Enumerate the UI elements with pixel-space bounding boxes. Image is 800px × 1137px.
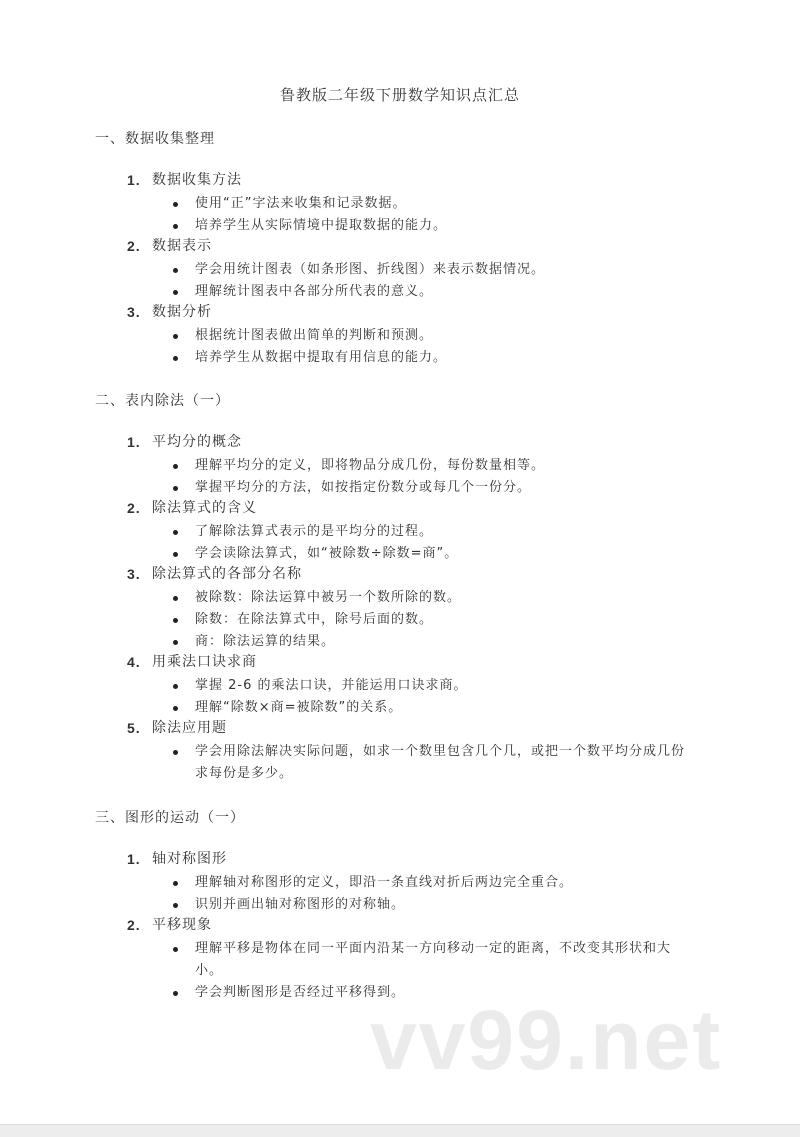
bullet-text: 学会读除法算式，如“被除数÷除数=商”。	[195, 546, 459, 561]
bullet-item	[95, 894, 695, 916]
bullet-text: 学会判断图形是否经过平移得到。	[195, 985, 406, 1000]
bullet-text: 理解统计图表中各部分所代表的意义。	[195, 284, 434, 299]
topic-number: 1.	[127, 851, 141, 867]
bullet-dot-icon	[173, 903, 178, 908]
bullet-dot-icon	[173, 947, 178, 952]
topic-heading	[95, 237, 715, 259]
topic-title: 平移现象	[152, 917, 212, 933]
bullet-item	[95, 259, 695, 281]
topic-number: 3.	[127, 304, 141, 320]
bullet-item	[95, 455, 695, 477]
bullet-text: 商：除法运算的结果。	[195, 634, 336, 649]
topic-title: 用乘法口诀求商	[152, 654, 257, 670]
bullet-item	[95, 347, 695, 369]
topic-item	[95, 237, 715, 303]
topic-heading	[95, 303, 715, 325]
section-shape-motion	[95, 810, 715, 1004]
bullet-text: 理解轴对称图形的定义，即沿一条直线对折后两边完全重合。	[195, 875, 574, 890]
bullet-item	[95, 281, 695, 303]
topic-title: 数据分析	[152, 304, 212, 320]
topic-number: 3.	[127, 566, 141, 582]
section-heading: 一、数据收集整理	[95, 131, 215, 147]
topic-title: 除法应用题	[152, 720, 227, 736]
bullet-dot-icon	[173, 224, 178, 229]
bullet-text: 学会用除法解决实际问题，如求一个数里包含几个几，或把一个数平均分成几份求每份是多少。	[195, 744, 686, 781]
section-heading: 二、表内除法（一）	[95, 393, 230, 409]
topic-heading	[95, 719, 715, 741]
topic-number: 1.	[127, 434, 141, 450]
bullet-dot-icon	[173, 991, 178, 996]
topic-item	[95, 565, 715, 653]
bullet-text: 学会用统计图表（如条形图、折线图）来表示数据情况。	[195, 262, 546, 277]
watermark: vv99.net	[370, 993, 723, 1087]
topic-heading	[95, 499, 715, 521]
bullet-item	[95, 215, 695, 237]
bullet-dot-icon	[173, 881, 178, 886]
bullet-dot-icon	[173, 530, 178, 535]
bullet-item	[95, 521, 695, 543]
topic-title: 除法算式的各部分名称	[152, 566, 302, 582]
topic-number: 2.	[127, 238, 141, 254]
bullet-text: 掌握平均分的方法，如按指定份数分或每几个一份分。	[195, 480, 532, 495]
page-bottom-border	[0, 1124, 800, 1137]
topic-item	[95, 303, 715, 369]
bullet-item	[95, 938, 690, 982]
topic-heading	[95, 565, 715, 587]
topic-heading	[95, 433, 715, 455]
topic-heading	[95, 916, 715, 938]
bullet-item	[95, 193, 695, 215]
bullet-text: 根据统计图表做出简单的判断和预测。	[195, 328, 434, 343]
topic-number: 2.	[127, 500, 141, 516]
bullet-item	[95, 587, 695, 609]
bullet-item	[95, 477, 695, 499]
bullet-dot-icon	[173, 640, 178, 645]
bullet-dot-icon	[173, 552, 178, 557]
topic-item	[95, 719, 715, 785]
topic-heading	[95, 850, 715, 872]
topic-item	[95, 499, 715, 565]
section-heading: 三、图形的运动（一）	[95, 810, 245, 826]
bullet-item	[95, 631, 695, 653]
bullet-text: 掌握 2-6 的乘法口诀，并能运用口诀求商。	[195, 678, 468, 693]
topic-number: 5.	[127, 720, 141, 736]
bullet-dot-icon	[173, 486, 178, 491]
topic-item	[95, 850, 715, 916]
topic-number: 1.	[127, 172, 141, 188]
topic-item	[95, 653, 715, 719]
bullet-item	[95, 609, 695, 631]
bullet-dot-icon	[173, 290, 178, 295]
bullet-text: 使用“正”字法来收集和记录数据。	[195, 196, 407, 211]
bullet-text: 理解“除数×商=被除数”的关系。	[195, 700, 403, 715]
bullet-dot-icon	[173, 618, 178, 623]
bullet-dot-icon	[173, 706, 178, 711]
topic-item	[95, 171, 715, 237]
bullet-dot-icon	[173, 684, 178, 689]
bullet-item	[95, 325, 695, 347]
bullet-item	[95, 697, 695, 719]
bullet-text: 培养学生从实际情境中提取数据的能力。	[195, 218, 448, 233]
topic-heading	[95, 653, 715, 675]
topic-title: 数据表示	[152, 238, 212, 254]
bullet-text: 除数：在除法算式中，除号后面的数。	[195, 612, 434, 627]
bullet-dot-icon	[173, 750, 178, 755]
bullet-dot-icon	[173, 202, 178, 207]
topic-number: 2.	[127, 917, 141, 933]
bullet-text: 了解除法算式表示的是平均分的过程。	[195, 524, 434, 539]
topic-title: 轴对称图形	[152, 851, 227, 867]
bullet-dot-icon	[173, 464, 178, 469]
bullet-dot-icon	[173, 596, 178, 601]
topic-title: 数据收集方法	[152, 172, 242, 188]
bullet-dot-icon	[173, 268, 178, 273]
bullet-item	[95, 543, 695, 565]
bullet-item	[95, 675, 695, 697]
section-data-collection	[95, 131, 715, 369]
bullet-item	[95, 741, 690, 785]
bullet-text: 理解平均分的定义，即将物品分成几份，每份数量相等。	[195, 458, 546, 473]
topic-item	[95, 433, 715, 499]
bullet-dot-icon	[173, 334, 178, 339]
bullet-text: 被除数：除法运算中被另一个数所除的数。	[195, 590, 462, 605]
bullet-text: 识别并画出轴对称图形的对称轴。	[195, 897, 406, 912]
bullet-text: 理解平移是物体在同一平面内沿某一方向移动一定的距离，不改变其形状和大小。	[195, 941, 672, 978]
topic-heading	[95, 171, 715, 193]
bullet-item	[95, 872, 695, 894]
bullet-text: 培养学生从数据中提取有用信息的能力。	[195, 350, 448, 365]
topic-title: 除法算式的含义	[152, 500, 257, 516]
bullet-dot-icon	[173, 356, 178, 361]
page-title: 鲁教版二年级下册数学知识点汇总	[279, 86, 520, 104]
topic-title: 平均分的概念	[152, 434, 242, 450]
topic-number: 4.	[127, 654, 141, 670]
section-division	[95, 393, 715, 785]
